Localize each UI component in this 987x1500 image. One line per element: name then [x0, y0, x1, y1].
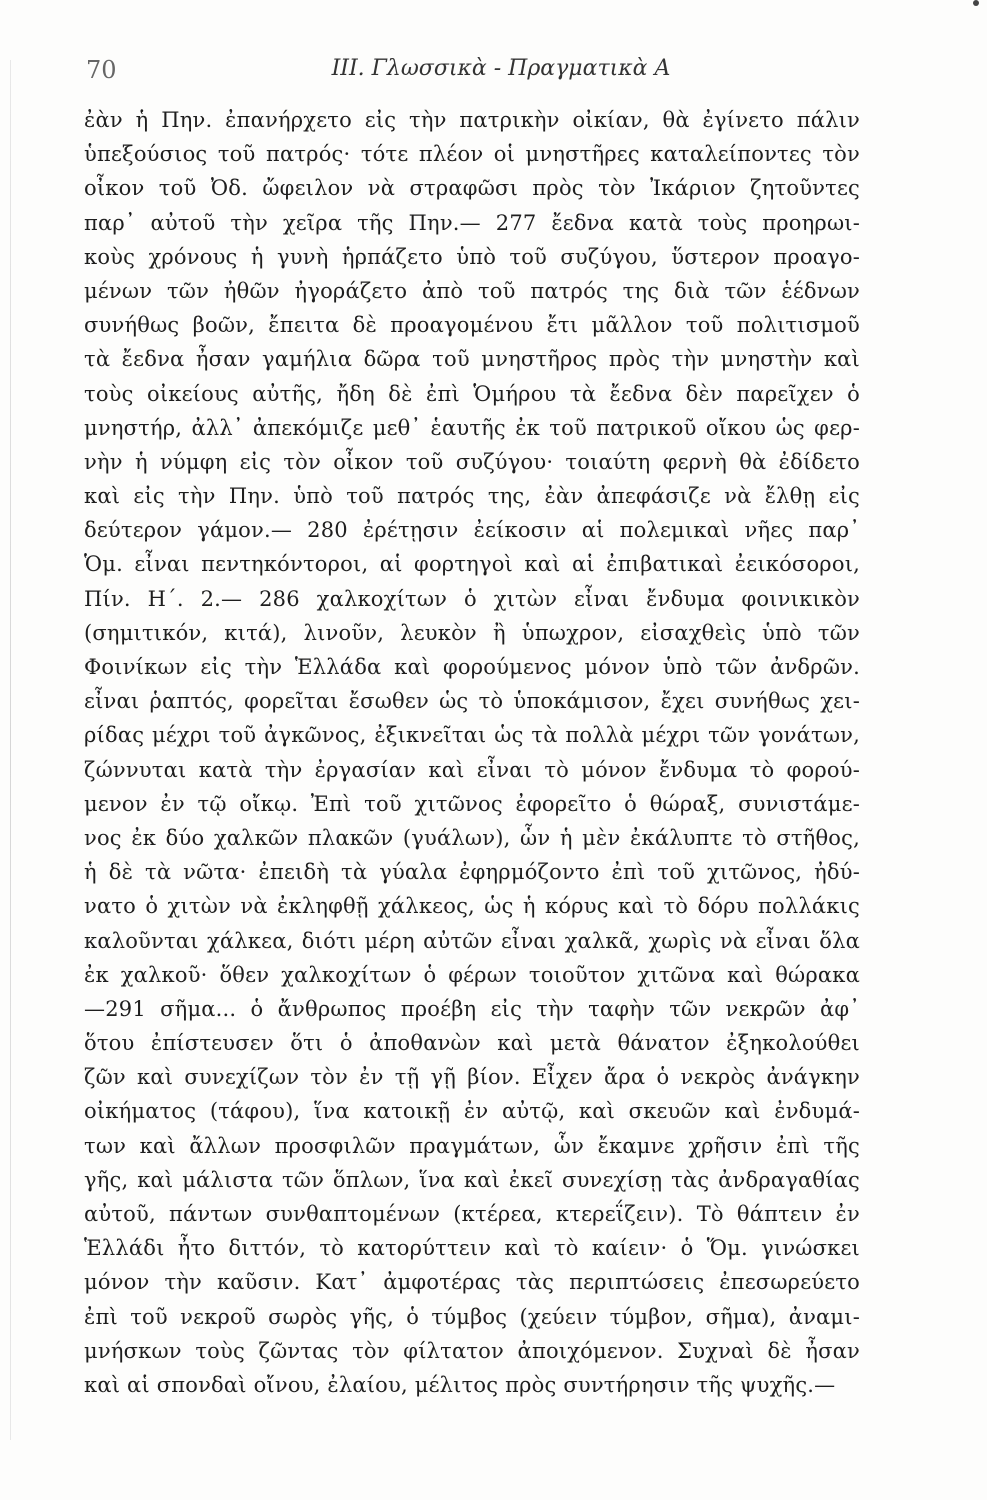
text-line: ὅτου ἐπίστευσεν ὅτι ὁ ἀποθανὼν καὶ μετὰ θάνατον ἐξηκολούθει — [84, 1031, 860, 1056]
text-line: τὰ ἔεδνα ἦσαν γαμήλια δῶρα τοῦ μνηστῆρος πρὸς τὴν μνηστὴν καὶ — [84, 347, 860, 372]
text-line: ζῶν καὶ συνεχίζων τὸν ἐν τῇ γῇ βίον. Εἶχεν ἄρα ὁ νεκρὸς ἀνάγκην — [84, 1065, 860, 1090]
text-line: νος ἐκ δύο χαλκῶν πλακῶν (γυάλων), ὧν ἡ μὲν ἐκάλυπτε τὸ στῆθος, — [84, 825, 860, 850]
text-line: αὐτοῦ, πάντων συνθαπτομένων (κτέρεα, κτερεΐζειν). Τὸ θάπτειν ἐν — [84, 1202, 860, 1226]
text-line: τοὺς οἰκείους αὐτῆς, ἤδη δὲ ἐπὶ Ὁμήρου τὰ ἔεδνα δὲν παρεῖχεν ὁ — [84, 381, 860, 406]
page-edge-shadow — [10, 60, 11, 1440]
text-line: ζώννυται κατὰ τὴν ἐργασίαν καὶ εἶναι τὸ μόνον ἔνδυμα τὸ φορού- — [84, 757, 860, 782]
text-line: εἶναι ῥαπτός, φορεῖται ἔσωθεν ὡς τὸ ὑποκάμισον, ἔχει συνήθως χει- — [84, 689, 860, 714]
text-line: μνηστήρ, ἀλλ᾽ ἀπεκόμιζε μεθ᾽ ἑαυτῆς ἐκ τοῦ πατρικοῦ οἴκου ὡς φερ- — [84, 415, 860, 440]
text-line: ἡ δὲ τὰ νῶτα· ἐπειδὴ τὰ γύαλα ἐφηρμόζοντο ἐπὶ τοῦ χιτῶνος, ἠδύ- — [84, 860, 860, 885]
running-head: III. Γλωσσικὰ - Πραγματικὰ Α — [331, 56, 671, 81]
text-line: νὴν ἡ νύμφη εἰς τὸν οἶκον τοῦ συζύγου· τοιαύτη φερνὴ θὰ ἐδίδετο — [84, 449, 860, 474]
text-line: παρ᾽ αὐτοῦ τὴν χεῖρα τῆς Πην.— 277 ἔεδνα κατὰ τοὺς προηρωι- — [84, 210, 860, 235]
text-line: ὑπεξούσιος τοῦ πατρός· τότε πλέον οἱ μνηστῆρες καταλείποντες τὸν — [84, 142, 860, 167]
page-header — [86, 56, 856, 92]
text-line: ρίδας μέχρι τοῦ ἀγκῶνος, ἐξικνεῖται ὡς τὰ πολλὰ μέχρι τῶν γονάτων, — [84, 723, 860, 748]
body-text — [84, 103, 860, 1402]
text-line: γῆς, καὶ μάλιστα τῶν ὅπλων, ἵνα καὶ ἐκεῖ συνεχίσῃ τὰς ἀνδραγαθίας — [84, 1167, 860, 1192]
text-line: των καὶ ἄλλων προσφιλῶν πραγμάτων, ὧν ἔκαμνε χρῆσιν ἐπὶ τῆς — [84, 1133, 860, 1158]
page-number: 70 — [86, 56, 117, 84]
text-line: δεύτερον γάμον.— 280 ἐρέτῃσιν ἐείκοσιν αἱ πολεμικαὶ νῆες παρ᾽ — [84, 518, 860, 543]
text-line: μνήσκων τοὺς ζῶντας τὸν φίλτατον ἀποιχόμενον. Συχναὶ δὲ ἦσαν — [84, 1338, 860, 1363]
text-line: καλοῦνται χάλκεα, διότι μέρη αὐτῶν εἶναι χαλκᾶ, χωρὶς νὰ εἶναι ὅλα — [84, 928, 860, 953]
text-line: ἐὰν ἡ Πην. ἐπανήρχετο εἰς τὴν πατρικὴν οἰκίαν, θὰ ἐγίνετο πάλιν — [84, 108, 860, 132]
text-line: —291 σῆμα... ὁ ἄνθρωπος προέβη εἰς τὴν ταφὴν τῶν νεκρῶν ἀφ᾽ — [84, 996, 860, 1021]
text-line: μενον ἐν τῷ οἴκῳ. Ἐπὶ τοῦ χιτῶνος ἐφορεῖτο ὁ θώραξ, συνιστάμε- — [84, 791, 860, 816]
text-line: οἶκον τοῦ Ὀδ. ὤφειλον νὰ στραφῶσι πρὸς τὸν Ἰκάριον ζητοῦντες — [84, 176, 860, 201]
text-line: ἐκ χαλκοῦ· ὅθεν χαλκοχίτων ὁ φέρων τοιοῦτον χιτῶνα καὶ θώρακα — [84, 962, 860, 987]
text-line: μένων τῶν ἠθῶν ἠγοράζετο ἀπὸ τοῦ πατρός της διὰ τῶν ἑέδνων — [84, 278, 860, 303]
text-line: Ὁμ. εἶναι πεντηκόντοροι, αἱ φορτηγοὶ καὶ αἱ ἐπιβατικαὶ ἐεικόσοροι, — [84, 552, 860, 577]
text-line: (σημιτικόν, κιτά), λινοῦν, λευκὸν ἢ ὑπωχρον, εἰσαχθεὶς ὑπὸ τῶν — [84, 620, 860, 645]
text-line: οἰκήματος (τάφου), ἵνα κατοικῇ ἐν αὐτῷ, καὶ σκευῶν καὶ ἐνδυμά- — [84, 1099, 860, 1124]
text-line: Φοινίκων εἰς τὴν Ἑλλάδα καὶ φορούμενος μόνον ὑπὸ τῶν ἀνδρῶν. — [84, 655, 860, 679]
text-line: μόνον τὴν καῦσιν. Κατ᾽ ἀμφοτέρας τὰς περιπτώσεις ἐπεσωρεύετο — [84, 1270, 860, 1295]
text-line: Ἑλλάδι ἦτο διττόν, τὸ κατορύττειν καὶ τὸ καίειν· ὁ Ὅμ. γινώσκει — [84, 1236, 860, 1261]
margin-speck — [973, 0, 979, 6]
text-line: Πίν. Η΄. 2.— 286 χαλκοχίτων ὁ χιτὼν εἶναι ἔνδυμα φοινικικὸν — [84, 586, 860, 611]
text-line: καὶ εἰς τὴν Πην. ὑπὸ τοῦ πατρός της, ἐὰν ἀπεφάσιζε νὰ ἔλθῃ εἰς — [84, 484, 860, 509]
text-line: καὶ αἱ σπονδαὶ οἴνου, ἐλαίου, μέλιτος πρὸς συντήρησιν τῆς ψυχῆς.— — [84, 1372, 836, 1397]
text-line: νατο ὁ χιτὼν νὰ ἐκληφθῇ χάλκεος, ὡς ἡ κόρυς καὶ τὸ δόρυ πολλάκις — [84, 894, 860, 919]
text-line: κοὺς χρόνους ἡ γυνὴ ἡρπάζετο ὑπὸ τοῦ συζύγου, ὕστερον προαγο- — [84, 244, 860, 269]
text-line: συνήθως βοῶν, ἔπειτα δὲ προαγομένου ἔτι μᾶλλον τοῦ πολιτισμοῦ — [84, 313, 860, 338]
text-line: ἐπὶ τοῦ νεκροῦ σωρὸς γῆς, ὁ τύμβος (χεύειν τύμβον, σῆμα), ἀναμι- — [84, 1304, 860, 1329]
